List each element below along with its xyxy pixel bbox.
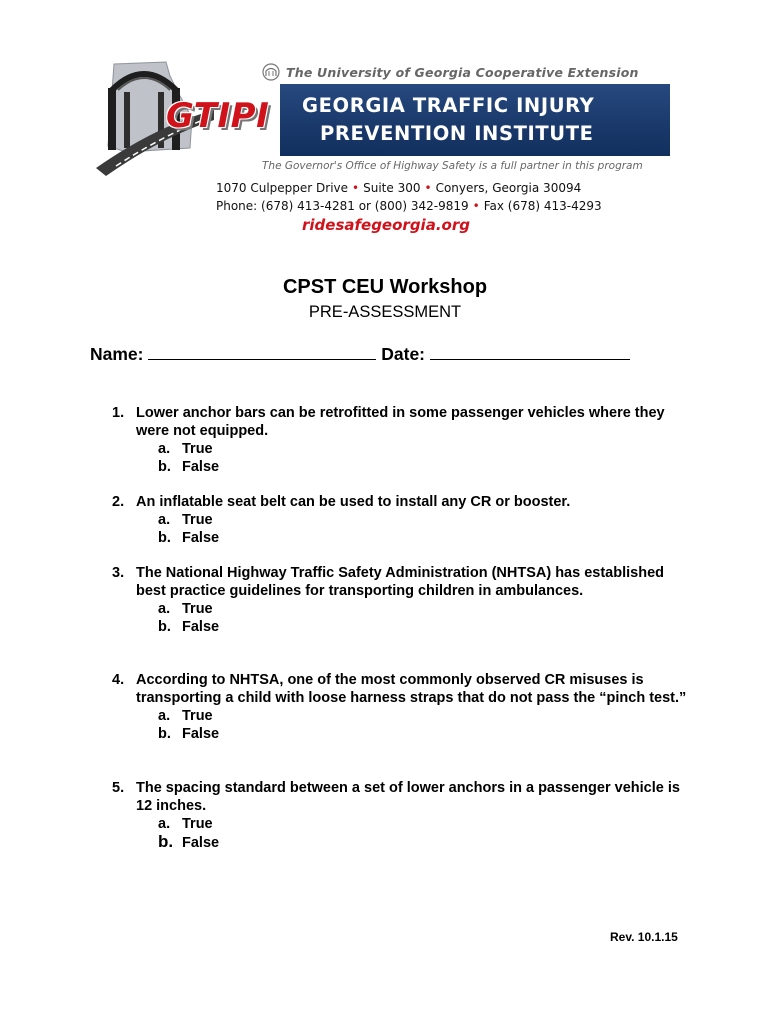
document-title: CPST CEU Workshop [282,276,488,298]
option-false[interactable] [158,725,692,743]
question-4 [112,671,692,743]
option-letter: a. [158,512,171,528]
option-true[interactable] [158,511,692,529]
bullet-separator: • [472,199,480,213]
partner-note: The Governor's Office of Highway Safety is a full partner in this program [262,160,643,172]
option-false[interactable] [158,529,692,547]
gtipi-brand: GTIPI [166,96,270,136]
option-letter: b. [158,832,174,851]
suite-number: Suite 300 [363,181,421,195]
option-true[interactable] [158,600,692,618]
institute-banner [280,84,670,156]
option-label: True [182,601,213,617]
revision-label: Rev. 10.1.15 [610,930,678,944]
option-letter: b. [158,726,171,742]
option-true[interactable] [158,440,692,458]
bullet-separator: • [424,181,432,195]
question-1 [112,404,692,476]
option-false[interactable] [158,833,692,852]
question-number: 3. [112,565,125,581]
letterhead [96,56,672,246]
name-date-line [90,342,630,365]
option-label: False [182,530,220,546]
street-address: 1070 Culpepper Drive [216,181,349,195]
option-label: True [182,708,213,724]
question-3 [112,564,692,636]
option-letter: a. [158,816,171,832]
document-subtitle: PRE-ASSESSMENT [308,303,462,321]
option-false[interactable] [158,618,692,636]
question-number: 1. [112,405,125,421]
option-label: False [182,459,220,475]
date-blank-field[interactable] [430,342,630,360]
option-true[interactable] [158,815,692,833]
option-letter: b. [158,530,171,546]
question-2 [112,493,692,547]
question-text: Lower anchor bars can be retrofitted in some passenger vehicles where they were not equipped. [136,405,665,439]
question-text: The spacing standard between a set of lower anchors in a passenger vehicle is 12 inches. [136,780,680,814]
banner-line-2: PREVENTION INSTITUTE [320,122,594,145]
option-label: True [182,512,213,528]
question-5 [112,779,692,852]
question-number: 4. [112,672,125,688]
phone-line [216,199,602,213]
option-label: False [182,835,220,851]
question-text: According to NHTSA, one of the most commonly observed CR misuses is transporting a child with loose harness straps that do not pass the “pinch test.” [136,672,687,706]
university-arch-icon [262,63,280,81]
phone-numbers: Phone: (678) 413-4281 or (800) 342-9819 [216,199,469,213]
question-number: 5. [112,780,125,796]
address-line [216,181,581,195]
banner-line-1: GEORGIA TRAFFIC INJURY [302,94,595,117]
option-letter: b. [158,619,171,635]
name-label: Name: [90,344,144,364]
option-false[interactable] [158,458,692,476]
option-letter: a. [158,601,171,617]
date-label: Date: [381,344,426,364]
question-text: The National Highway Traffic Safety Administration (NHTSA) has established best practice guidelines for transporting children in ambulances. [136,565,664,599]
city-state-zip: Conyers, Georgia 30094 [435,181,582,195]
name-blank-field[interactable] [148,342,376,360]
option-label: False [182,726,220,742]
option-letter: a. [158,708,171,724]
option-label: True [182,441,213,457]
website-link[interactable]: ridesafegeorgia.org [302,216,470,234]
fax-number: Fax (678) 413-4293 [483,199,602,213]
option-letter: a. [158,441,171,457]
university-name: The University of Georgia Cooperative Extension [286,64,639,80]
question-number: 2. [112,494,125,510]
option-label: True [182,816,213,832]
option-true[interactable] [158,707,692,725]
bullet-separator: • [352,181,360,195]
question-text: An inflatable seat belt can be used to install any CR or booster. [136,494,571,510]
university-line [262,62,639,82]
option-label: False [182,619,220,635]
option-letter: b. [158,459,171,475]
